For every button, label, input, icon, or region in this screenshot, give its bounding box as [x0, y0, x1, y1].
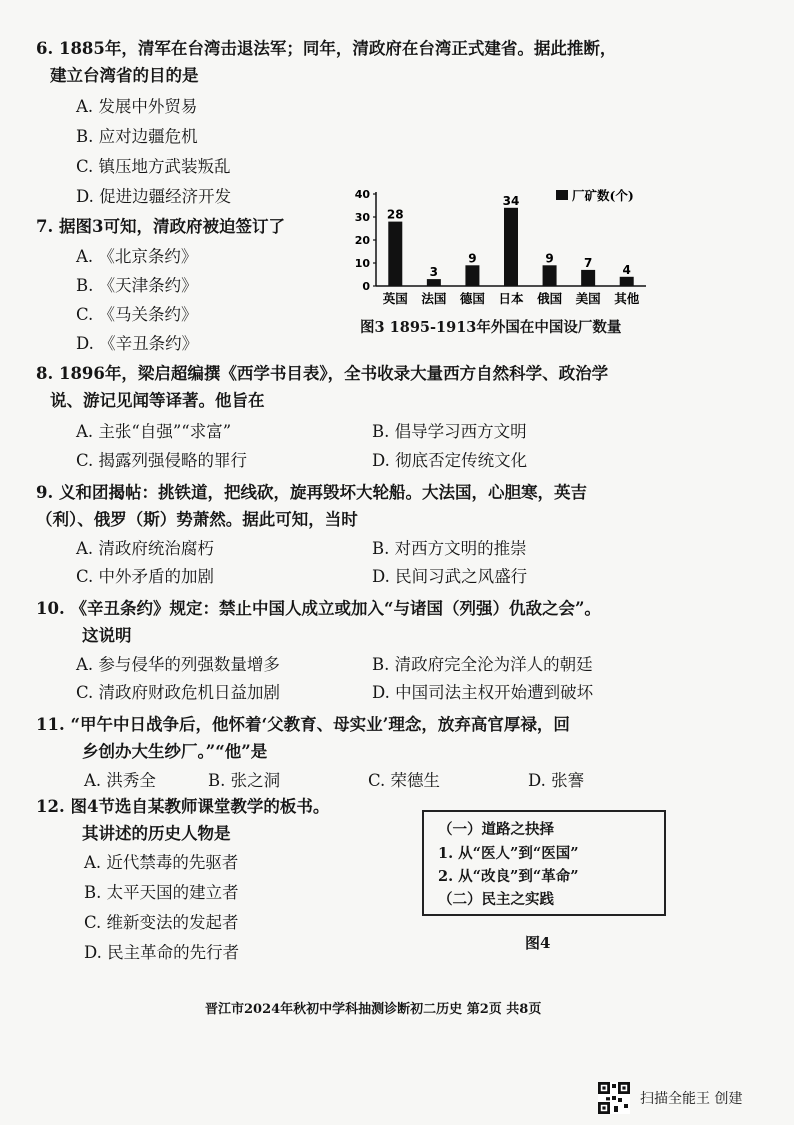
question-8-option-c: C. 揭露列强侵略的罪行 — [76, 451, 248, 470]
question-12-option-b: B. 太平天国的建立者 — [84, 883, 239, 902]
question-8-option-b: B. 倡导学习西方文明 — [372, 422, 527, 441]
question-11-option-b: B. 张之洞 — [208, 771, 281, 790]
question-6-option-d: D. 促进边疆经济开发 — [76, 187, 232, 206]
bar-value-label: 3 — [429, 265, 439, 280]
category-label: 日本 — [498, 291, 524, 306]
question-10-option-d: D. 中国司法主权开始遭到破坏 — [372, 683, 594, 702]
question-12-option-c: C. 维新变法的发起者 — [84, 913, 239, 932]
question-9-option-b: B. 对西方文明的推崇 — [372, 539, 527, 558]
question-9-option-a: A. 清政府统治腐朽 — [76, 539, 214, 558]
y-tick-label: 20 — [354, 234, 370, 247]
y-tick-label: 10 — [354, 257, 370, 270]
question-10-stem-cont: 这说明 — [82, 626, 132, 645]
bar-value-label: 7 — [583, 255, 593, 270]
page-footer: 晋江市2024年秋初中学科抽测诊断初二历史 第2页 共8页 — [205, 1002, 542, 1017]
question-8-option-a: A. 主张“自强”“求富” — [76, 422, 232, 441]
question-7-option-d: D. 《辛丑条约》 — [76, 334, 199, 353]
question-10-stem: 10. 《辛丑条约》规定：禁止中国人成立或加入“与诸国（列强）仇敌之会”。 — [36, 599, 601, 618]
figure-4-caption: 图4 — [525, 934, 551, 952]
bar-value-label: 34 — [502, 193, 520, 208]
question-11-stem: 11. “甲午中日战争后，他怀着‘父教育、母实业’理念，放弃高官厚禄，回 — [36, 715, 570, 734]
question-8-stem: 8. 1896年，梁启超编撰《西学书目表》，全书收录大量西方自然科学、政治学 — [36, 364, 609, 383]
legend-swatch — [556, 190, 568, 200]
question-6-stem: 6. 1885年，清军在台湾击退法军；同年，清政府在台湾正式建省。据此推断， — [36, 39, 617, 58]
question-6-option-b: B. 应对边疆危机 — [76, 127, 198, 146]
question-7-option-a: A. 《北京条约》 — [76, 247, 198, 266]
category-label: 英国 — [382, 291, 408, 306]
question-11-option-a: A. 洪秀全 — [84, 771, 156, 790]
y-tick-label: 0 — [362, 280, 370, 293]
board-line-1: （一）道路之抉择 — [438, 821, 554, 838]
bar — [581, 270, 595, 286]
y-tick-label: 30 — [354, 211, 370, 224]
scanner-watermark: 扫描全能王 创建 — [640, 1091, 743, 1107]
bar — [543, 265, 557, 286]
question-6-option-a: A. 发展中外贸易 — [76, 97, 198, 116]
question-9-stem-cont: （利）、俄罗（斯）势萧然。据此可知，当时 — [36, 510, 358, 529]
question-12-option-d: D. 民主革命的先行者 — [84, 943, 240, 962]
figure-4-blackboard — [422, 810, 666, 916]
question-12-option-a: A. 近代禁毒的先驱者 — [84, 853, 239, 872]
bar — [465, 265, 479, 286]
category-label: 德国 — [459, 291, 485, 306]
figure-3-caption: 图3 1895-1913年外国在中国设厂数量 — [360, 319, 622, 336]
board-line-2: 1. 从“医人”到“医国” — [438, 845, 579, 862]
question-11-option-d: D. 张謇 — [528, 771, 585, 790]
question-7-option-c: C. 《马关条约》 — [76, 305, 198, 324]
question-12-stem-cont: 其讲述的历史人物是 — [82, 824, 231, 843]
question-6-option-c: C. 镇压地方武装叛乱 — [76, 157, 231, 176]
question-11-option-c: C. 荣德生 — [368, 771, 441, 790]
question-8-stem-cont: 说、游记见闻等译著。他旨在 — [50, 391, 265, 410]
figure-3-bar-chart — [348, 186, 678, 314]
question-12-stem: 12. 图4节选自某教师课堂教学的板书。 — [36, 797, 330, 816]
bar — [504, 208, 518, 286]
question-8-option-d: D. 彻底否定传统文化 — [372, 451, 528, 470]
question-7-stem: 7. 据图3可知，清政府被迫签订了 — [36, 217, 285, 236]
bar-value-label: 4 — [622, 262, 631, 277]
question-10-option-c: C. 清政府财政危机日益加剧 — [76, 683, 281, 702]
question-9-stem: 9. 义和团揭帖：挑铁道，把线砍，旋再毁坏大轮船。大法国，心胆寒，英吉 — [36, 483, 587, 502]
bar-value-label: 9 — [545, 251, 554, 266]
question-9-option-d: D. 民间习武之风盛行 — [372, 567, 528, 586]
question-10-option-b: B. 清政府完全沦为洋人的朝廷 — [372, 655, 593, 674]
question-7-option-b: B. 《天津条约》 — [76, 276, 198, 295]
question-9-option-c: C. 中外矛盾的加剧 — [76, 567, 215, 586]
board-line-4: （二）民主之实践 — [438, 891, 554, 908]
y-tick-label: 40 — [354, 188, 370, 201]
board-line-3: 2. 从“改良”到“革命” — [438, 868, 579, 885]
question-10-option-a: A. 参与侵华的列强数量增多 — [76, 655, 280, 674]
bar — [427, 279, 441, 286]
category-label: 法国 — [421, 291, 447, 306]
legend-label: 厂矿数(个) — [572, 188, 634, 203]
question-6-stem-cont: 建立台湾省的目的是 — [50, 66, 199, 85]
question-11-stem-cont: 乡创办大生纱厂。”“他”是 — [82, 742, 268, 761]
qr-code-icon — [598, 1082, 630, 1114]
bar — [388, 222, 402, 286]
category-label: 美国 — [575, 291, 601, 306]
category-label: 其他 — [614, 291, 640, 306]
bar-value-label: 28 — [386, 207, 404, 222]
bar-value-label: 9 — [468, 251, 477, 266]
category-label: 俄国 — [537, 291, 563, 306]
bar — [620, 277, 634, 286]
